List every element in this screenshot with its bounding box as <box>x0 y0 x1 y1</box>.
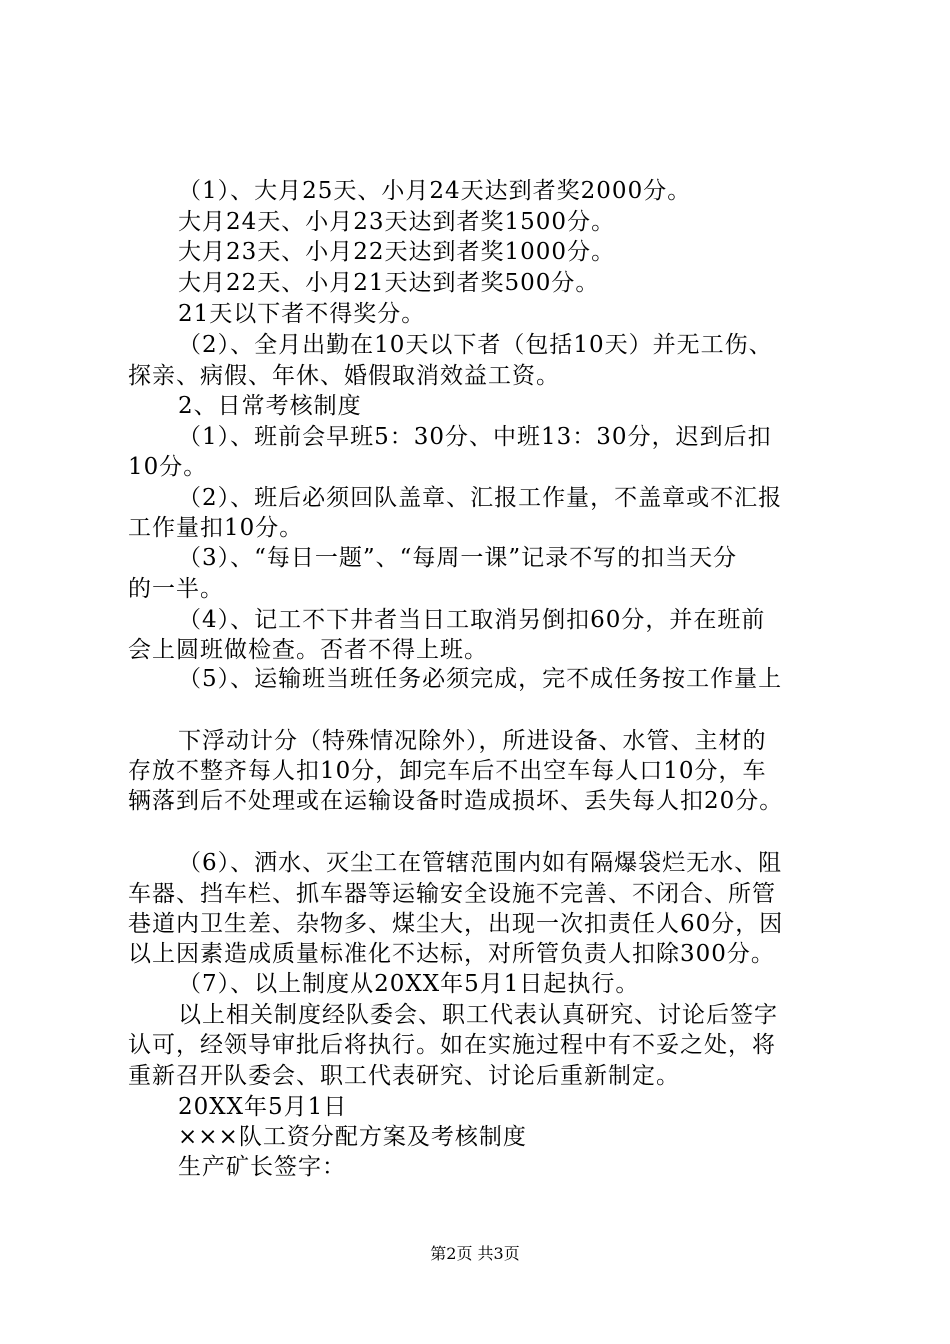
text-line: 以上相关制度经队委会、职工代表认真研究、讨论后签字 <box>178 1002 778 1028</box>
section-heading: 2、日常考核制度 <box>178 393 362 419</box>
text-line: 大月23天、小月22天达到者奖1000分。 <box>178 239 616 265</box>
text-line: 工作量扣10分。 <box>128 515 304 541</box>
page-number: 第2页 共3页 <box>430 1244 520 1263</box>
text-line: 探亲、病假、年休、婚假取消效益工资。 <box>128 363 560 389</box>
text-line: 会上圆班做检查。否者不得上班。 <box>128 637 488 663</box>
text-line: （1）、班前会早班5：30分、中班13：30分，迟到后扣 <box>178 424 772 450</box>
text-line: 大月24天、小月23天达到者奖1500分。 <box>178 209 616 235</box>
text-line: 存放不整齐每人扣10分，卸完车后不出空车每人口10分，车 <box>128 758 767 784</box>
text-line: 大月22天、小月21天达到者奖500分。 <box>178 270 600 296</box>
text-line: 巷道内卫生差、杂物多、煤尘大，出现一次扣责任人60分，因 <box>128 911 784 937</box>
text-line: 以上因素造成质量标准化不达标，对所管负责人扣除300分。 <box>128 941 775 967</box>
text-line: （2）、班后必须回队盖章、汇报工作量，不盖章或不汇报 <box>178 485 783 511</box>
text-line: 重新召开队委会、职工代表研究、讨论后重新制定。 <box>128 1063 680 1089</box>
signature-line: 生产矿长签字： <box>178 1154 346 1180</box>
date-line: 20XX年5月1日 <box>178 1094 348 1120</box>
text-line: （1）、大月25天、小月24天达到者奖2000分。 <box>178 178 692 204</box>
text-line: （6）、洒水、灭尘工在管辖范围内如有隔爆袋烂无水、阻 <box>178 850 783 876</box>
text-line: 认可，经领导审批后将执行。如在实施过程中有不妥之处，将 <box>128 1032 776 1058</box>
text-line: （7）、以上制度从20XX年5月1日起执行。 <box>178 971 640 997</box>
text-line: （5）、运输班当班任务必须完成，完不成任务按工作量上 <box>178 666 783 692</box>
text-line: 下浮动计分（特殊情况除外），所进设备、水管、主材的 <box>178 728 767 754</box>
text-line: （2）、全月出勤在10天以下者（包括10天）并无工伤、 <box>178 332 773 358</box>
text-line: 车器、挡车栏、抓车器等运输安全设施不完善、不闭合、所管 <box>128 881 776 907</box>
text-line: 的一半。 <box>128 576 224 602</box>
text-line: （3）、“每日一题”、“每周一课”记录不写的扣当天分 <box>178 545 738 571</box>
text-line: 辆落到后不处理或在运输设备时造成损坏、丢失每人扣20分。 <box>128 788 784 814</box>
document-title-line: ×××队工资分配方案及考核制度 <box>178 1124 527 1150</box>
text-line: （4）、记工不下井者当日工取消另倒扣60分，并在班前 <box>178 607 766 633</box>
text-line: 21天以下者不得奖分。 <box>178 301 426 327</box>
text-line: 10分。 <box>128 454 208 480</box>
